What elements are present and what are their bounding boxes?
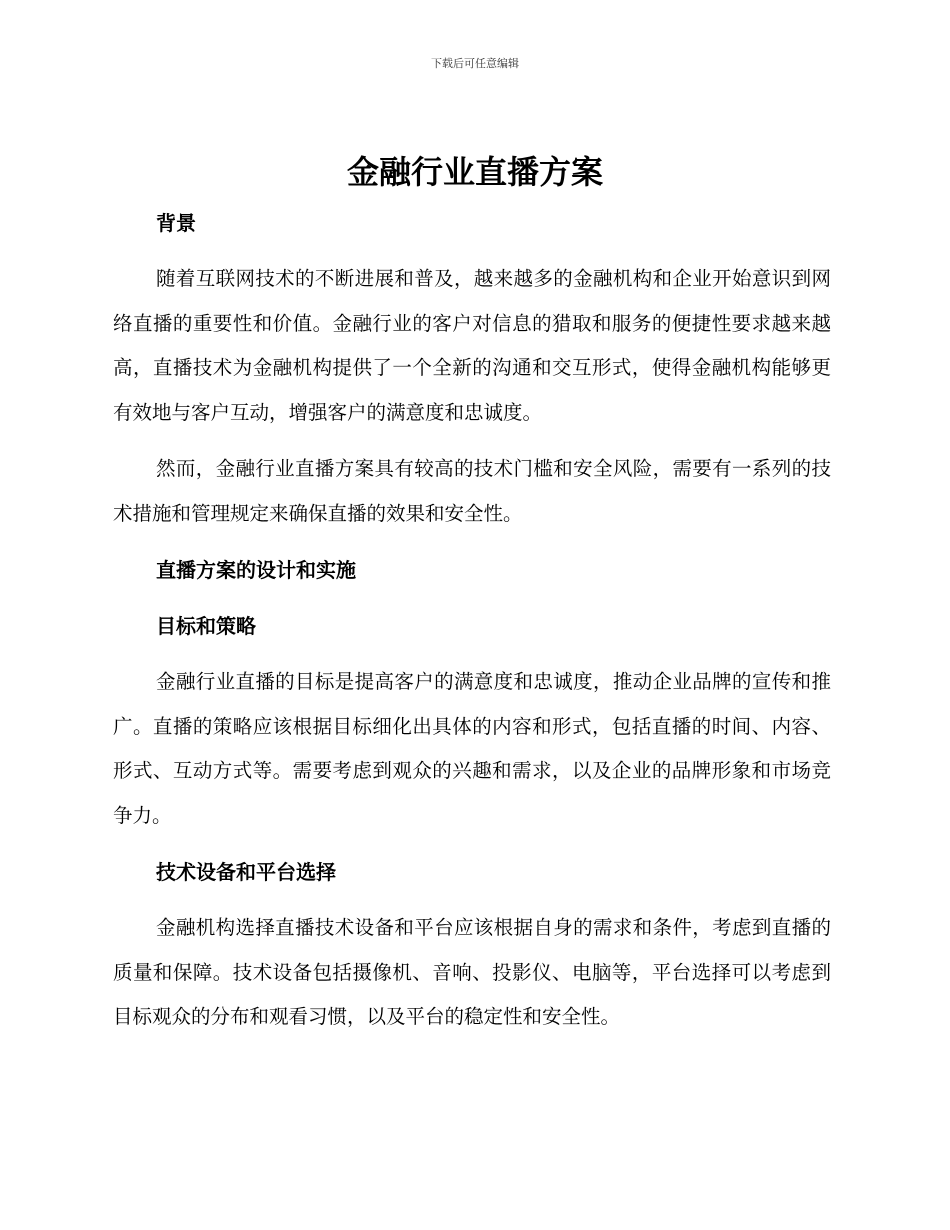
paragraph-goals-strategy: 金融行业直播的目标是提高客户的满意度和忠诚度，推动企业品牌的宣传和推广。直播的策略应该根据目标细化出具体的内容和形式，包括直播的时间、内容、形式、互动方式等。需要考虑到观众的兴趣和需求，以及企业的品牌形象和市场竞争力。 (113, 670, 831, 827)
page-title: 金融行业直播方案 (346, 153, 603, 191)
paragraph-equipment-platform: 金融机构选择直播技术设备和平台应该根据自身的需求和条件，考虑到直播的质量和保障。技术设备包括摄像机、音响、投影仪、电脑等，平台选择可以考虑到目标观众的分布和观看习惯，以及平台的稳定性和安全性。 (113, 916, 831, 1028)
document-body (113, 201, 831, 1052)
paragraph-background-1: 随着互联网技术的不断进展和普及，越来越多的金融机构和企业开始意识到网络直播的重要性和价值。金融行业的客户对信息的猎取和服务的便捷性要求越来越高，直播技术为金融机构提供了一个全新的沟通和交互形式，使得金融机构能够更有效地与客户互动，增强客户的满意度和忠诚度。 (113, 267, 831, 424)
section-heading-equipment-platform: 技术设备和平台选择 (156, 860, 336, 884)
header-note: 下载后可任意编辑 (431, 57, 519, 70)
section-heading-background: 背景 (156, 211, 196, 235)
section-heading-goals-strategy: 目标和策略 (156, 614, 256, 638)
paragraph-background-2: 然而，金融行业直播方案具有较高的技术门槛和安全风险，需要有一系列的技术措施和管理规定来确保直播的效果和安全性。 (113, 457, 831, 525)
section-heading-design-implementation: 直播方案的设计和实施 (156, 558, 356, 582)
